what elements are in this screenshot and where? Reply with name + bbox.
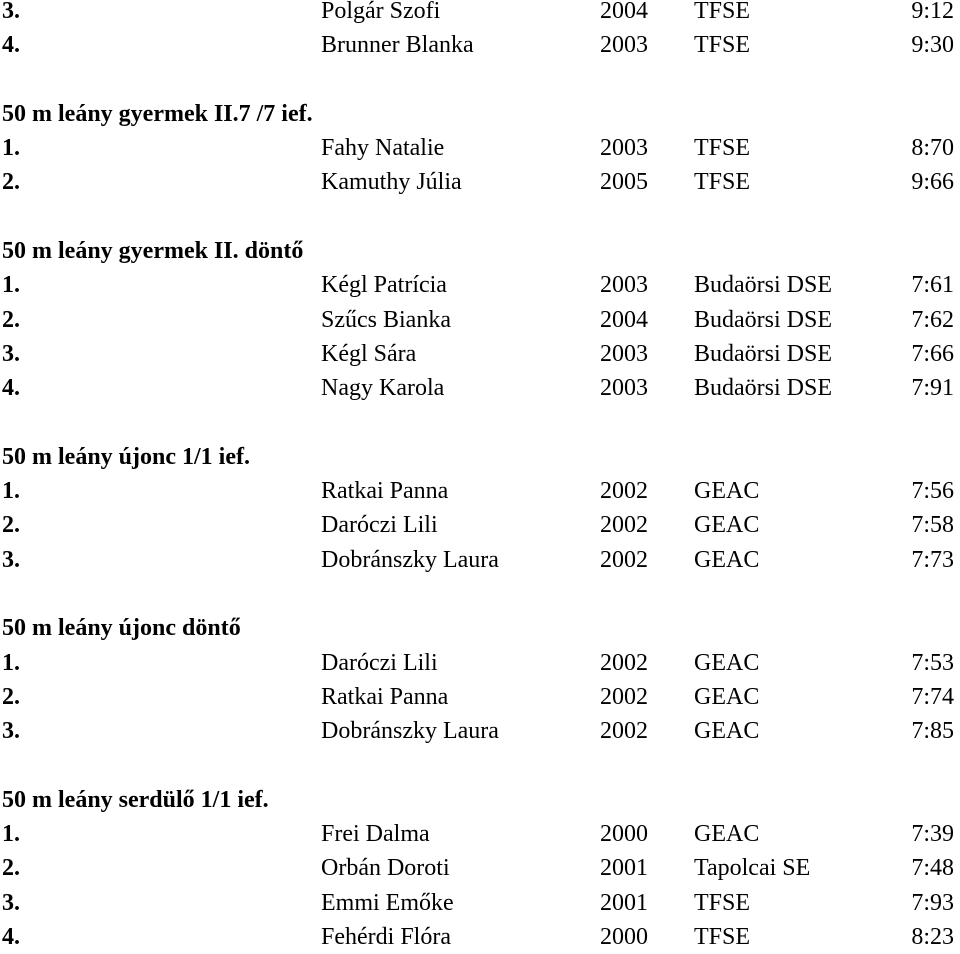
rank: 4. — [2, 375, 20, 402]
club: GEAC — [694, 718, 760, 745]
result-row — [0, 131, 960, 165]
result-time: 7:91 — [911, 375, 954, 402]
athlete-name: Dobránszky Laura — [321, 718, 499, 745]
rank: 3. — [2, 889, 20, 916]
result-row — [0, 543, 960, 577]
club: GEAC — [694, 546, 760, 573]
result-row — [0, 303, 960, 337]
birth-year: 2002 — [600, 478, 648, 505]
club: Budaörsi DSE — [694, 272, 832, 299]
birth-year: 2001 — [600, 855, 648, 882]
result-time: 7:93 — [911, 889, 954, 916]
result-time: 7:85 — [911, 718, 954, 745]
club: GEAC — [694, 478, 760, 505]
club: GEAC — [694, 512, 760, 539]
rank: 3. — [2, 718, 20, 745]
athlete-name: Frei Dalma — [321, 821, 430, 848]
spacer — [0, 200, 960, 234]
result-time: 9:30 — [911, 32, 954, 59]
result-time: 7:74 — [911, 683, 954, 710]
result-row — [0, 817, 960, 851]
result-time: 7:58 — [911, 512, 954, 539]
athlete-name: Fehérdi Flóra — [321, 924, 451, 951]
spacer — [0, 577, 960, 611]
birth-year: 2003 — [600, 32, 648, 59]
birth-year: 2003 — [600, 375, 648, 402]
birth-year: 2005 — [600, 169, 648, 196]
rank: 4. — [2, 924, 20, 951]
rank: 2. — [2, 512, 20, 539]
section-heading-text: 50 m leány gyermek II.7 /7 ief. — [2, 100, 313, 127]
rank: 3. — [2, 546, 20, 573]
result-time: 8:23 — [911, 924, 954, 951]
spacer — [0, 63, 960, 97]
athlete-name: Kamuthy Júlia — [321, 169, 462, 196]
rank: 3. — [2, 340, 20, 367]
birth-year: 2003 — [600, 340, 648, 367]
result-row — [0, 28, 960, 62]
athlete-name: Szűcs Bianka — [321, 306, 451, 333]
club: Tapolcai SE — [694, 855, 811, 882]
result-row — [0, 508, 960, 542]
result-time: 7:66 — [911, 340, 954, 367]
rank: 1. — [2, 821, 20, 848]
club: Budaörsi DSE — [694, 340, 832, 367]
spacer — [0, 406, 960, 440]
birth-year: 2002 — [600, 718, 648, 745]
rank: 1. — [2, 135, 20, 162]
rank: 3. — [2, 0, 20, 24]
result-row — [0, 268, 960, 302]
result-time: 7:39 — [911, 821, 954, 848]
birth-year: 2002 — [600, 546, 648, 573]
birth-year: 2000 — [600, 924, 648, 951]
result-time: 7:48 — [911, 855, 954, 882]
result-row — [0, 851, 960, 885]
birth-year: 2002 — [600, 683, 648, 710]
club: GEAC — [694, 821, 760, 848]
club: TFSE — [694, 0, 751, 24]
rank: 1. — [2, 649, 20, 676]
result-row — [0, 680, 960, 714]
club: TFSE — [694, 924, 751, 951]
result-row — [0, 646, 960, 680]
athlete-name: Daróczi Lili — [321, 512, 438, 539]
section-heading-text: 50 m leány gyermek II. döntő — [2, 238, 304, 265]
club: TFSE — [694, 32, 751, 59]
section-heading — [0, 234, 960, 268]
result-time: 9:12 — [911, 0, 954, 24]
section-heading — [0, 611, 960, 645]
result-row — [0, 337, 960, 371]
section-heading — [0, 440, 960, 474]
section-heading — [0, 783, 960, 817]
section-heading-text: 50 m leány újonc döntő — [2, 615, 241, 642]
athlete-name: Kégl Patrícia — [321, 272, 447, 299]
result-row — [0, 165, 960, 199]
result-row — [0, 371, 960, 405]
club: GEAC — [694, 683, 760, 710]
rank: 4. — [2, 32, 20, 59]
athlete-name: Ratkai Panna — [321, 683, 449, 710]
rank: 2. — [2, 855, 20, 882]
athlete-name: Daróczi Lili — [321, 649, 438, 676]
athlete-name: Fahy Natalie — [321, 135, 445, 162]
club: TFSE — [694, 169, 751, 196]
result-time: 7:61 — [911, 272, 954, 299]
rank: 2. — [2, 306, 20, 333]
result-time: 7:73 — [911, 546, 954, 573]
birth-year: 2003 — [600, 272, 648, 299]
birth-year: 2002 — [600, 649, 648, 676]
result-time: 9:66 — [911, 169, 954, 196]
birth-year: 2001 — [600, 889, 648, 916]
result-row — [0, 474, 960, 508]
section-heading — [0, 97, 960, 131]
result-row — [0, 714, 960, 748]
rank: 1. — [2, 478, 20, 505]
club: TFSE — [694, 135, 751, 162]
section-heading-text: 50 m leány serdülő 1/1 ief. — [2, 786, 269, 813]
birth-year: 2004 — [600, 0, 648, 24]
spacer — [0, 749, 960, 783]
result-time: 8:70 — [911, 135, 954, 162]
birth-year: 2003 — [600, 135, 648, 162]
result-row — [0, 920, 960, 954]
result-row — [0, 886, 960, 920]
result-time: 7:62 — [911, 306, 954, 333]
result-time: 7:53 — [911, 649, 954, 676]
result-time: 7:56 — [911, 478, 954, 505]
athlete-name: Polgár Szofi — [321, 0, 441, 24]
club: GEAC — [694, 649, 760, 676]
section-heading-text: 50 m leány újonc 1/1 ief. — [2, 443, 250, 470]
rank: 2. — [2, 169, 20, 196]
result-row — [0, 0, 960, 28]
club: Budaörsi DSE — [694, 375, 832, 402]
athlete-name: Orbán Doroti — [321, 855, 450, 882]
birth-year: 2004 — [600, 306, 648, 333]
birth-year: 2002 — [600, 512, 648, 539]
athlete-name: Kégl Sára — [321, 340, 417, 367]
athlete-name: Emmi Emőke — [321, 889, 454, 916]
athlete-name: Dobránszky Laura — [321, 546, 499, 573]
athlete-name: Nagy Karola — [321, 375, 445, 402]
athlete-name: Ratkai Panna — [321, 478, 449, 505]
athlete-name: Brunner Blanka — [321, 32, 474, 59]
club: TFSE — [694, 889, 751, 916]
rank: 2. — [2, 683, 20, 710]
club: Budaörsi DSE — [694, 306, 832, 333]
birth-year: 2000 — [600, 821, 648, 848]
rank: 1. — [2, 272, 20, 299]
